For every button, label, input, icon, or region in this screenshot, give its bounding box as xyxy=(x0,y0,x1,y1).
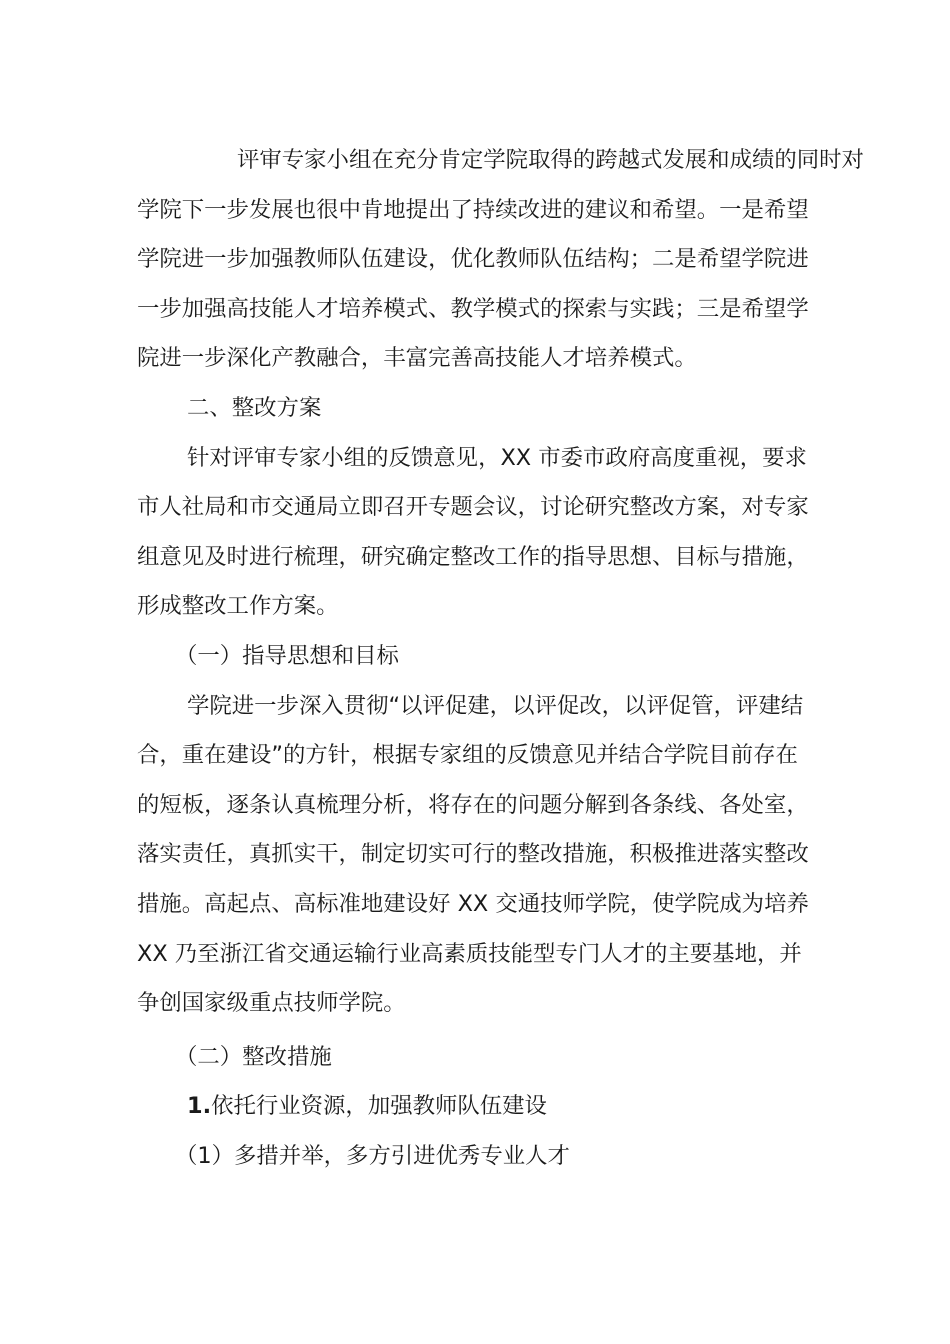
text-line: 学院进一步深入贯彻“以评促建，以评促改，以评促管，评建结 xyxy=(187,692,804,719)
text-line: 院进一步深化产教融合，丰富完善高技能人才培养模式。 xyxy=(137,345,697,372)
text-line: 一步加强高技能人才培养模式、教学模式的探索与实践；三是希望学 xyxy=(137,295,809,322)
text-line: 措施。高起点、高标准地建设好 XX 交通技师学院，使学院成为培养 xyxy=(137,890,809,917)
section-subheading: （一）指导思想和目标 xyxy=(175,642,399,669)
text-line: 的短板，逐条认真梳理分析，将存在的问题分解到各条线、各处室， xyxy=(137,791,809,818)
item-text: 依托行业资源，加强教师队伍建设 xyxy=(211,1093,547,1120)
item-teacher-team xyxy=(137,1082,813,1132)
text-line: XX 乃至浙江省交通运输行业高素质技能型专门人才的主要基地，并 xyxy=(137,940,802,967)
text-line: 学院进一步加强教师队伍建设，优化教师队伍结构；二是希望学院进 xyxy=(137,246,809,273)
heading-rectification-plan xyxy=(137,384,813,434)
paragraph-guiding-ideas xyxy=(137,682,813,1029)
subheading-measures xyxy=(137,1033,813,1083)
text-line: 合，重在建设”的方针，根据专家组的反馈意见并结合学院目前存在 xyxy=(137,742,798,769)
item-talent-introduction xyxy=(137,1132,813,1182)
text-line: 评审专家小组在充分肯定学院取得的跨越式发展和成绩的同时对 xyxy=(237,147,864,173)
paragraph-feedback xyxy=(137,136,864,384)
text-line: 市人社局和市交通局立即召开专题会议，讨论研究整改方案，对专家 xyxy=(137,494,809,521)
text-line: 学院下一步发展也很中肯地提出了持续改进的建议和希望。一是希望 xyxy=(137,196,809,223)
text-line: 落实责任，真抓实干，制定切实可行的整改措施，积极推进落实整改 xyxy=(137,841,809,868)
section-heading: 二、整改方案 xyxy=(187,394,322,421)
document-page xyxy=(137,136,864,1181)
section-subheading: （二）整改措施 xyxy=(175,1043,332,1070)
subheading-guiding-ideas xyxy=(137,632,813,682)
list-item xyxy=(137,1082,813,1132)
text-line: 争创国家级重点技师学院。 xyxy=(137,990,406,1017)
list-item: （1）多措并举，多方引进优秀专业人才 xyxy=(175,1142,570,1169)
item-number: 1. xyxy=(187,1093,212,1120)
text-line: 针对评审专家小组的反馈意见，XX 市委市政府高度重视，要求 xyxy=(187,444,807,471)
text-line: 形成整改工作方案。 xyxy=(137,593,339,620)
text-line: 组意见及时进行梳理，研究确定整改工作的指导思想、目标与措施， xyxy=(137,543,809,570)
paragraph-plan xyxy=(137,434,813,632)
